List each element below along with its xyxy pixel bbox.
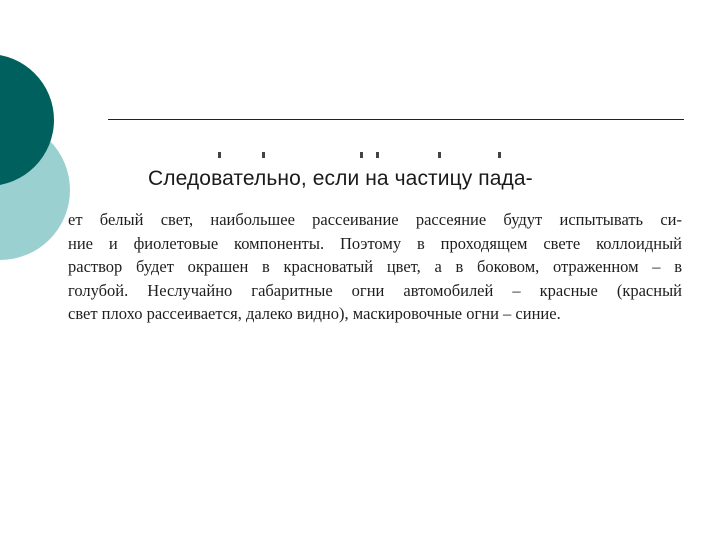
paragraph-line: раствор будет окрашен в красноватый цвет, а в боковом, отраженном – в <box>68 257 682 276</box>
header-rule <box>108 119 684 120</box>
paragraph-line: ет белый свет, наибольшее рассеивание рассеяние будут испытывать си- <box>68 210 682 229</box>
cropped-text-remnant <box>210 150 510 158</box>
paragraph-line: голубой. Неслучайно габаритные огни автомобилей – красные (красный <box>68 280 682 300</box>
paragraph-line: ние и фиолетовые компоненты. Поэтому в проходящем свете коллоидный <box>68 233 682 253</box>
body-paragraph <box>68 208 682 326</box>
heading-line: Следовательно, если на частицу пада- <box>148 167 533 190</box>
paragraph-line: свет плохо рассеивается, далеко видно), маскировочные огни – синие. <box>68 304 561 323</box>
